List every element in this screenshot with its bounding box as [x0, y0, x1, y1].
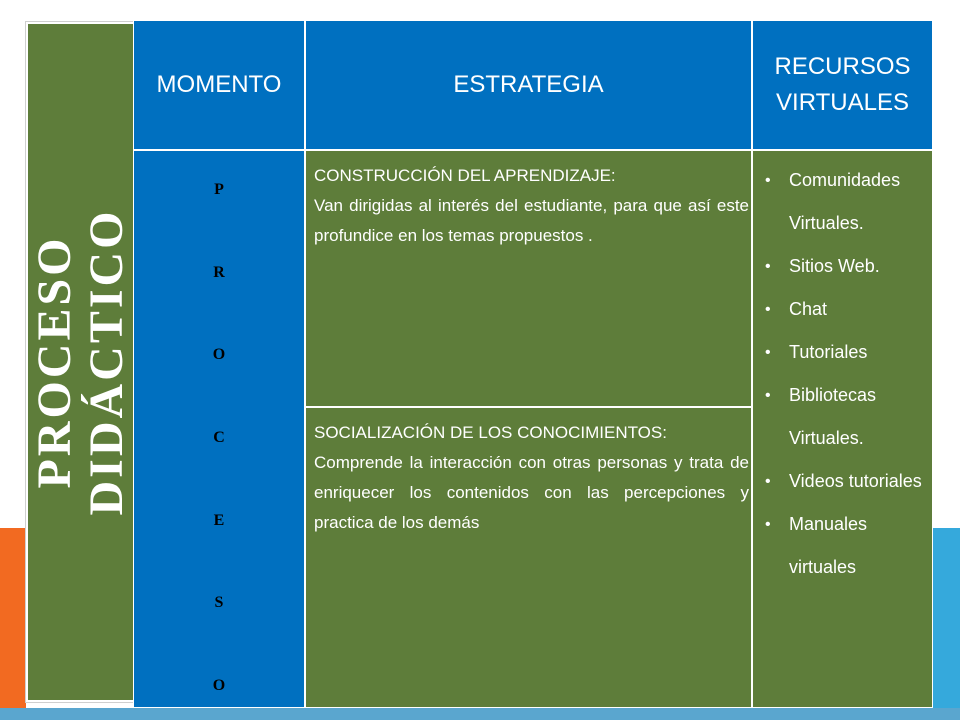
strategy-body: Comprende la interacción con otras personas y trata de enriquecer los contenidos con las percepciones y practica de los demás: [314, 453, 749, 532]
recurso-item: [759, 159, 928, 245]
recurso-item: [759, 374, 928, 460]
recurso-label: Manuales virtuales: [789, 514, 868, 577]
decorative-orange-bar: [0, 528, 26, 720]
strategy-construccion: [305, 150, 752, 407]
recurso-label: Chat: [789, 299, 828, 319]
process-table: [133, 20, 933, 708]
recurso-item: [759, 245, 928, 288]
strategy-title: SOCIALIZACIÓN DE LOS CONOCIMIENTOS:: [314, 423, 667, 442]
header-recursos-line-1: RECURSOS: [774, 53, 911, 80]
side-title-panel: [26, 22, 136, 702]
header-momento: [133, 20, 305, 150]
momento-letter: E: [213, 511, 225, 529]
momento-letter: O: [212, 346, 226, 364]
momento-letter: O: [212, 676, 226, 694]
strategy-body: Van dirigidas al interés del estudiante, para que así este profundice en los temas propuestos .: [314, 196, 749, 245]
recurso-item: [759, 460, 928, 503]
decorative-bottom-bar: [0, 708, 960, 720]
header-momento-label: MOMENTO: [156, 71, 282, 98]
header-recursos: [752, 20, 933, 150]
recursos-cell: [752, 150, 933, 708]
momento-cell: [133, 150, 305, 708]
bullet-icon: •: [765, 473, 771, 490]
recurso-label: Tutoriales: [789, 342, 868, 362]
strategy-title: CONSTRUCCIÓN DEL APRENDIZAJE:: [314, 166, 616, 185]
header-recursos-line-2: VIRTUALES: [776, 89, 909, 116]
bullet-icon: •: [765, 301, 771, 318]
recurso-label: Sitios Web.: [789, 256, 880, 276]
recurso-label: Bibliotecas Virtuales.: [789, 385, 877, 448]
bullet-icon: •: [765, 258, 771, 275]
momento-letter: P: [214, 181, 224, 198]
side-title-line-2: DIDÁCTICO: [80, 208, 133, 516]
recurso-label: Comunidades Virtuales.: [789, 170, 901, 233]
header-estrategia-label: ESTRATEGIA: [453, 71, 604, 98]
recurso-item: [759, 331, 928, 374]
recurso-label: Videos tutoriales: [789, 471, 922, 491]
side-title: [29, 208, 133, 515]
momento-letter: S: [214, 594, 224, 612]
header-estrategia: [305, 20, 752, 150]
bullet-icon: •: [765, 516, 771, 533]
recurso-item: [759, 288, 928, 331]
bullet-icon: •: [765, 387, 771, 404]
side-title-line-1: PROCESO: [28, 235, 81, 489]
bullet-icon: •: [765, 172, 771, 189]
recursos-list: [759, 159, 928, 589]
decorative-blue-bar: [932, 528, 960, 720]
bullet-icon: •: [765, 344, 771, 361]
momento-letter: C: [213, 428, 225, 446]
recurso-item: [759, 503, 928, 589]
strategy-socializacion: [305, 407, 752, 708]
momento-letter: R: [213, 263, 225, 281]
